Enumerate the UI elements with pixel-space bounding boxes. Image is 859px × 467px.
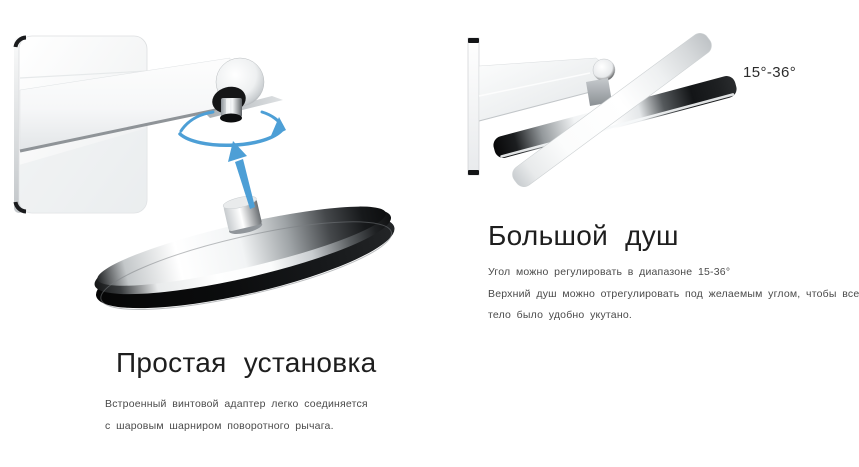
ball-joint-nut (220, 114, 242, 123)
side-plate-cap-top (468, 38, 479, 43)
screw-highlight (226, 99, 230, 116)
side-plate-body (468, 38, 479, 175)
left-section-heading: Простая установка (116, 347, 377, 378)
right-section-description (488, 262, 859, 327)
left-section-description (105, 394, 368, 437)
description-line: Верхний душ можно отрегулировать под желаемым углом, чтобы все (488, 287, 859, 300)
head-slab-steep (509, 30, 715, 190)
description-line: Встроенный винтовой адаптер легко соединяется (105, 398, 368, 410)
installation-figure (0, 20, 420, 350)
right-section-heading: Большой душ (488, 220, 679, 251)
side-wall-plate (468, 38, 479, 175)
description-line: с шаровым шарниром поворотного рычага. (105, 419, 334, 432)
head-position-steep (509, 30, 715, 190)
description-line: тело было удобно укутано. (488, 309, 632, 321)
side-arm-end-cap (593, 59, 615, 81)
angle-range-figure (450, 30, 750, 190)
side-plate-cap-bottom (468, 170, 479, 175)
description-line: Угол можно регулировать в диапазоне 15-36° (488, 266, 731, 278)
rotation-arrow-front-arc (180, 131, 281, 145)
angle-range-label: 15°-36° (743, 64, 797, 81)
